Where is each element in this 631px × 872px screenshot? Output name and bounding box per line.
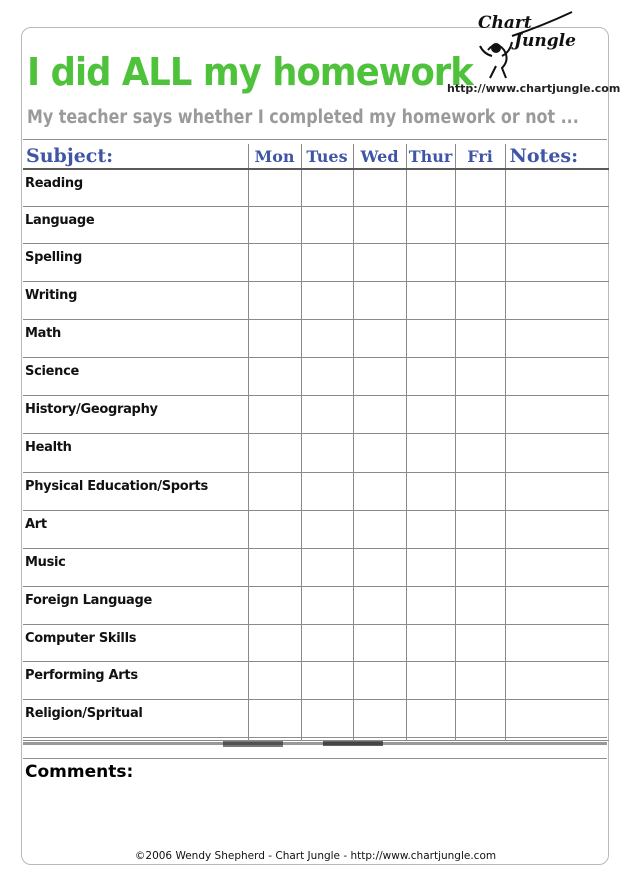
notes-cell[interactable] — [505, 625, 609, 662]
check-cell-fri[interactable] — [455, 473, 505, 511]
check-cell-thur[interactable] — [406, 473, 455, 511]
subject-column-header: Subject: — [23, 144, 248, 169]
decorative-divider — [23, 737, 607, 746]
check-cell-tues[interactable] — [301, 511, 353, 549]
check-cell-thur[interactable] — [406, 358, 455, 396]
check-cell-wed[interactable] — [353, 396, 406, 434]
notes-cell[interactable] — [505, 169, 609, 207]
check-cell-tues[interactable] — [301, 700, 353, 741]
subject-label: Computer Skills — [23, 625, 248, 662]
check-cell-wed[interactable] — [353, 169, 406, 207]
subject-label: Math — [23, 320, 248, 358]
check-cell-fri[interactable] — [455, 700, 505, 741]
check-cell-thur[interactable] — [406, 169, 455, 207]
check-cell-mon[interactable] — [248, 358, 301, 396]
day-header-thur: Thur — [406, 144, 455, 169]
site-url: http://www.chartjungle.com — [447, 82, 621, 95]
check-cell-mon[interactable] — [248, 169, 301, 207]
check-cell-tues[interactable] — [301, 473, 353, 511]
check-cell-wed[interactable] — [353, 207, 406, 244]
check-cell-wed[interactable] — [353, 662, 406, 700]
check-cell-thur[interactable] — [406, 662, 455, 700]
notes-cell[interactable] — [505, 511, 609, 549]
check-cell-tues[interactable] — [301, 244, 353, 282]
table-row — [23, 511, 609, 549]
check-cell-fri[interactable] — [455, 244, 505, 282]
check-cell-mon[interactable] — [248, 625, 301, 662]
subject-label: Physical Education/Sports — [23, 473, 248, 511]
subject-label: Spelling — [23, 244, 248, 282]
check-cell-thur[interactable] — [406, 207, 455, 244]
check-cell-fri[interactable] — [455, 320, 505, 358]
notes-cell[interactable] — [505, 434, 609, 473]
check-cell-thur[interactable] — [406, 625, 455, 662]
table-row — [23, 358, 609, 396]
check-cell-wed[interactable] — [353, 473, 406, 511]
table-row — [23, 244, 609, 282]
homework-table — [23, 144, 609, 741]
check-cell-thur[interactable] — [406, 282, 455, 320]
check-cell-mon[interactable] — [248, 282, 301, 320]
subject-label: Music — [23, 549, 248, 587]
check-cell-thur[interactable] — [406, 396, 455, 434]
check-cell-mon[interactable] — [248, 549, 301, 587]
check-cell-mon[interactable] — [248, 473, 301, 511]
notes-cell[interactable] — [505, 396, 609, 434]
check-cell-tues[interactable] — [301, 549, 353, 587]
check-cell-mon[interactable] — [248, 587, 301, 625]
subject-label: Science — [23, 358, 248, 396]
table-row — [23, 549, 609, 587]
table-row — [23, 473, 609, 511]
check-cell-tues[interactable] — [301, 396, 353, 434]
check-cell-thur[interactable] — [406, 511, 455, 549]
check-cell-fri[interactable] — [455, 511, 505, 549]
check-cell-tues[interactable] — [301, 169, 353, 207]
check-cell-wed[interactable] — [353, 700, 406, 741]
check-cell-wed[interactable] — [353, 587, 406, 625]
table-row — [23, 169, 609, 207]
subject-label: Reading — [23, 169, 248, 207]
subject-label: Performing Arts — [23, 662, 248, 700]
subject-label: Health — [23, 434, 248, 473]
check-cell-fri[interactable] — [455, 434, 505, 473]
check-cell-wed[interactable] — [353, 358, 406, 396]
notes-column-header: Notes: — [505, 144, 609, 169]
subject-label: Religion/Spritual — [23, 700, 248, 741]
subject-label: History/Geography — [23, 396, 248, 434]
check-cell-tues[interactable] — [301, 282, 353, 320]
check-cell-fri[interactable] — [455, 169, 505, 207]
check-cell-fri[interactable] — [455, 662, 505, 700]
check-cell-tues[interactable] — [301, 358, 353, 396]
check-cell-mon[interactable] — [248, 434, 301, 473]
notes-cell[interactable] — [505, 662, 609, 700]
check-cell-mon[interactable] — [248, 207, 301, 244]
comments-divider — [23, 758, 607, 759]
monkey-logo-icon — [468, 6, 578, 82]
notes-cell[interactable] — [505, 549, 609, 587]
table-row — [23, 587, 609, 625]
table-row — [23, 396, 609, 434]
check-cell-tues[interactable] — [301, 625, 353, 662]
svg-text:Jungle: Jungle — [514, 31, 576, 51]
table-row — [23, 662, 609, 700]
check-cell-wed[interactable] — [353, 549, 406, 587]
check-cell-wed[interactable] — [353, 244, 406, 282]
check-cell-fri[interactable] — [455, 358, 505, 396]
check-cell-tues[interactable] — [301, 320, 353, 358]
copyright-footer: ©2006 Wendy Shepherd - Chart Jungle - http://www.chartjungle.com — [134, 850, 497, 862]
notes-cell[interactable] — [505, 244, 609, 282]
day-header-mon: Mon — [248, 144, 301, 169]
notes-cell[interactable] — [505, 473, 609, 511]
check-cell-mon[interactable] — [248, 320, 301, 358]
check-cell-mon[interactable] — [248, 700, 301, 741]
subject-label: Foreign Language — [23, 587, 248, 625]
notes-cell[interactable] — [505, 282, 609, 320]
check-cell-wed[interactable] — [353, 282, 406, 320]
notes-cell[interactable] — [505, 320, 609, 358]
subject-label: Art — [23, 511, 248, 549]
check-cell-mon[interactable] — [248, 662, 301, 700]
check-cell-tues[interactable] — [301, 587, 353, 625]
day-header-tues: Tues — [301, 144, 353, 169]
check-cell-fri[interactable] — [455, 587, 505, 625]
table-row — [23, 700, 609, 741]
table-row — [23, 434, 609, 473]
check-cell-mon[interactable] — [248, 396, 301, 434]
check-cell-wed[interactable] — [353, 320, 406, 358]
check-cell-tues[interactable] — [301, 434, 353, 473]
table-row — [23, 207, 609, 244]
check-cell-fri[interactable] — [455, 207, 505, 244]
svg-text:Chart: Chart — [478, 13, 532, 33]
header-divider — [23, 139, 607, 140]
check-cell-thur[interactable] — [406, 434, 455, 473]
day-header-wed: Wed — [353, 144, 406, 169]
check-cell-tues[interactable] — [301, 207, 353, 244]
notes-cell[interactable] — [505, 207, 609, 244]
comments-label: Comments: — [25, 762, 134, 782]
check-cell-thur[interactable] — [406, 587, 455, 625]
notes-cell[interactable] — [505, 587, 609, 625]
subject-label: Language — [23, 207, 248, 244]
page-title: I did ALL my homework — [27, 50, 473, 94]
subject-label: Writing — [23, 282, 248, 320]
notes-cell[interactable] — [505, 358, 609, 396]
check-cell-wed[interactable] — [353, 511, 406, 549]
check-cell-fri[interactable] — [455, 549, 505, 587]
page-subtitle: My teacher says whether I completed my homework or not ... — [27, 107, 579, 128]
check-cell-mon[interactable] — [248, 511, 301, 549]
table-row — [23, 320, 609, 358]
check-cell-thur[interactable] — [406, 244, 455, 282]
check-cell-thur[interactable] — [406, 320, 455, 358]
table-row — [23, 282, 609, 320]
check-cell-thur[interactable] — [406, 700, 455, 741]
check-cell-fri[interactable] — [455, 282, 505, 320]
check-cell-fri[interactable] — [455, 396, 505, 434]
check-cell-tues[interactable] — [301, 662, 353, 700]
check-cell-fri[interactable] — [455, 625, 505, 662]
check-cell-thur[interactable] — [406, 549, 455, 587]
notes-cell[interactable] — [505, 700, 609, 741]
check-cell-wed[interactable] — [353, 434, 406, 473]
table-row — [23, 625, 609, 662]
day-header-fri: Fri — [455, 144, 505, 169]
table-header-row — [23, 144, 609, 169]
check-cell-mon[interactable] — [248, 244, 301, 282]
check-cell-wed[interactable] — [353, 625, 406, 662]
